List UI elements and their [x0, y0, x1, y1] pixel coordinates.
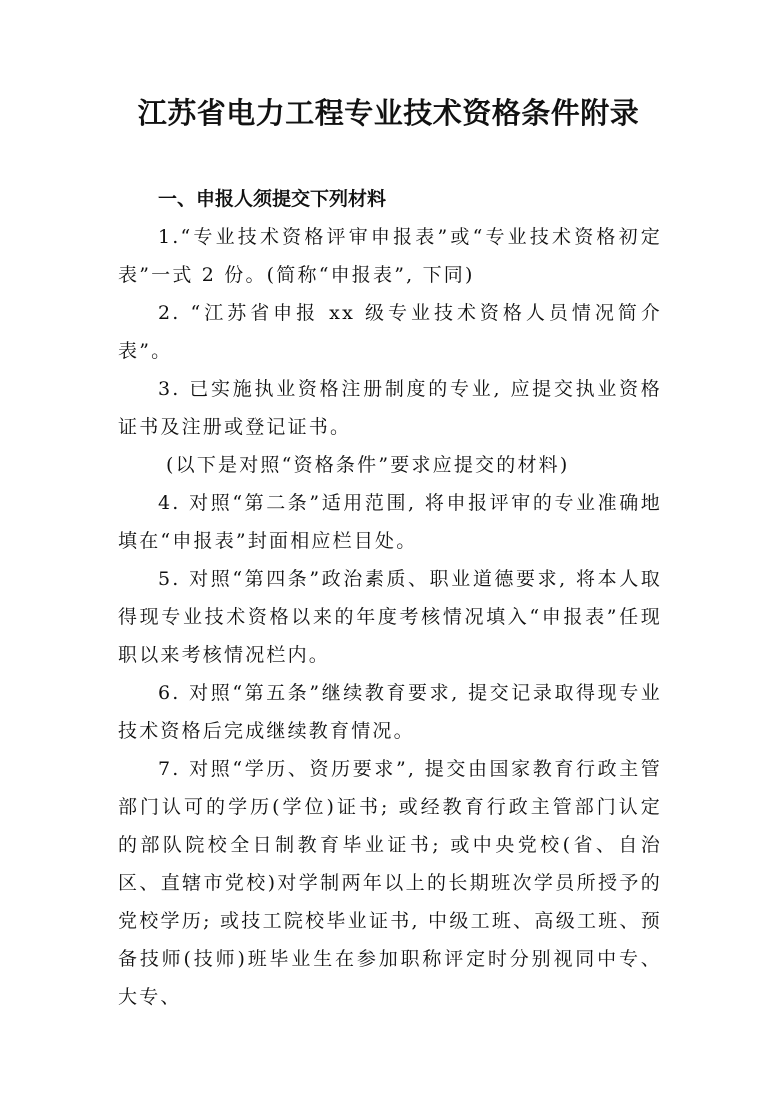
paragraph-item-6: 6. 对照“第五条”继续教育要求, 提交记录取得现专业技术资格后完成继续教育情况。 [118, 682, 662, 742]
paragraph-item-3: 3. 已实施执业资格注册制度的专业, 应提交执业资格证书及注册或登记证书。 [118, 378, 662, 438]
paragraph-item-7: 7. 对照“学历、资历要求”, 提交由国家教育行政主管部门认可的学历(学位)证书; 或经教育行政主管部门认定的部队院校全日制教育毕业证书; 或中央党校(省、自治区、直辖市党校)对学制两年以上的长期班次学员所授予的党校学历; 或技工院校毕业证书, 中级工班、高级工班、预备技师(技师)班毕业生在参加职称评定时分别视同中专、大专、 [118, 758, 662, 1008]
paragraph-item-4: 4. 对照“第二条”适用范围, 将申报评审的专业准确地填在“申报表”封面相应栏目处。 [118, 492, 662, 552]
section-heading: 一、申报人须提交下列材料 [158, 188, 387, 210]
paragraph-item-1: 1.“专业技术资格评审申报表”或“专业技术资格初定表”一式 2 份。(简称“申报表”, 下同) [118, 226, 662, 286]
paragraph-note: (以下是对照“资格条件”要求应提交的材料) [166, 454, 570, 476]
document-body [118, 180, 662, 1016]
paragraph-item-2: 2. “江苏省申报 xx 级专业技术资格人员情况简介表”。 [118, 302, 662, 362]
paragraph-item-5: 5. 对照“第四条”政治素质、职业道德要求, 将本人取得现专业技术资格以来的年度考核情况填入“申报表”任现职以来考核情况栏内。 [118, 568, 662, 666]
document-title: 江苏省电力工程专业技术资格条件附录 [137, 96, 640, 130]
